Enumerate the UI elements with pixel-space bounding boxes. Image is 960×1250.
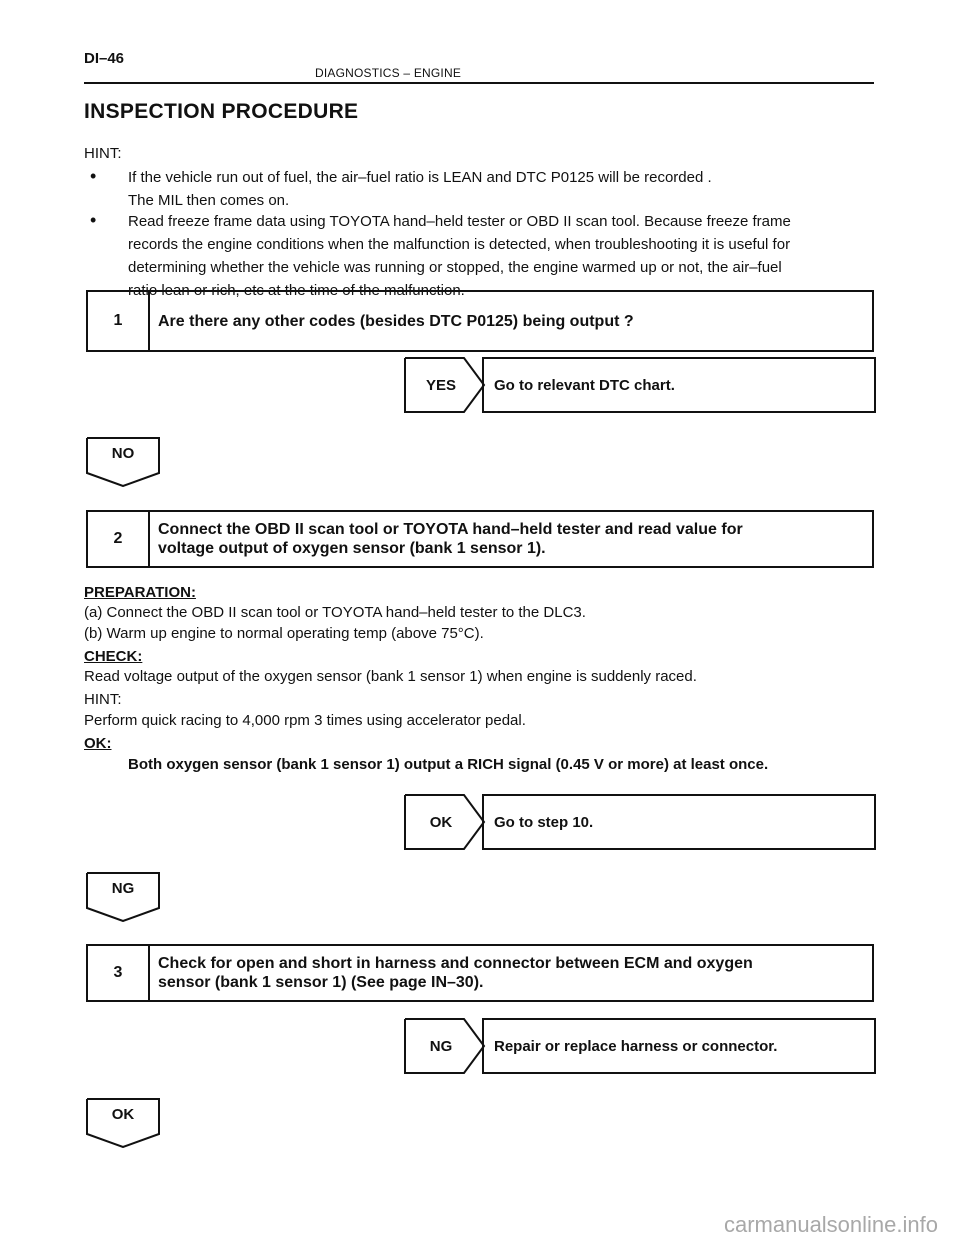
branch-ok (404, 794, 876, 850)
down-tag-ok (86, 1098, 160, 1148)
down-tag-label: OK (111, 1106, 135, 1123)
section-header: DIAGNOSTICS – ENGINE (315, 66, 462, 80)
check-text: Read voltage output of the oxygen sensor (bank 1 sensor 1) when engine is suddenly raced. (84, 668, 697, 685)
branch-ng (404, 1018, 876, 1074)
branch-label: OK (429, 813, 453, 831)
step-question-line: Connect the OBD II scan tool or TOYOTA hand–held tester and read value for (158, 521, 743, 538)
header-rule (84, 82, 874, 84)
step-question-line: voltage output of oxygen sensor (bank 1 sensor 1). (158, 540, 546, 557)
hint-label-2: HINT: (84, 691, 122, 708)
ok-label: OK: (84, 735, 112, 752)
hint-bullet-line: If the vehicle run out of fuel, the air–fuel ratio is LEAN and DTC P0125 will be recorded . (128, 169, 712, 186)
page-title: INSPECTION PROCEDURE (84, 100, 359, 123)
hint-bullet-line: determining whether the vehicle was running or stopped, the engine warmed up or not, the air–fuel (128, 259, 782, 276)
step-question-line: sensor (bank 1 sensor 1) (See page IN–30). (158, 974, 484, 991)
branch-action: Go to relevant DTC chart. (482, 357, 876, 413)
hint-bullet-line: records the engine conditions when the malfunction is detected, when troubleshooting it is useful for (128, 236, 791, 253)
step-question (150, 512, 872, 566)
step-3-box (86, 944, 874, 1002)
ok-criteria: Both oxygen sensor (bank 1 sensor 1) output a RICH signal (0.45 V or more) at least once. (128, 756, 769, 773)
bullet-icon: • (90, 166, 97, 186)
step-number: 3 (88, 946, 150, 1000)
step-1-box (86, 290, 874, 352)
branch-action: Repair or replace harness or connector. (482, 1018, 876, 1074)
hint-text-2: Perform quick racing to 4,000 rpm 3 times using accelerator pedal. (84, 712, 526, 729)
hint-bullet-line: ratio lean or rich, etc at the time of the malfunction. (128, 282, 465, 299)
hint-label: HINT: (84, 145, 122, 162)
branch-yes (404, 357, 876, 413)
watermark: carmanualsonline.info (723, 1212, 938, 1237)
step-question (150, 292, 872, 350)
branch-label: YES (425, 376, 456, 394)
step-question-line: Check for open and short in harness and connector between ECM and oxygen (158, 955, 753, 972)
preparation-step-a: (a) Connect the OBD II scan tool or TOYOTA hand–held tester to the DLC3. (84, 604, 586, 621)
page-code: DI–46 (84, 50, 125, 67)
step-question-line: Are there any other codes (besides DTC P0125) being output ? (158, 312, 634, 330)
down-tag-label: NO (111, 445, 135, 462)
hint-bullet-line: The MIL then comes on. (128, 192, 290, 209)
branch-action: Go to step 10. (482, 794, 876, 850)
preparation-label: PREPARATION: (84, 584, 196, 601)
bullet-icon: • (90, 210, 97, 230)
check-label: CHECK: (84, 648, 143, 665)
step-number: 1 (88, 292, 150, 350)
down-tag-no (86, 437, 160, 487)
step-number: 2 (88, 512, 150, 566)
preparation-step-b: (b) Warm up engine to normal operating temp (above 75°C). (84, 625, 484, 642)
step-question (150, 946, 872, 1000)
step-2-box (86, 510, 874, 568)
branch-label: NG (429, 1037, 453, 1055)
hint-bullet-line: Read freeze frame data using TOYOTA hand–held tester or OBD II scan tool. Because freeze frame (128, 213, 791, 230)
down-tag-label: NG (111, 880, 135, 897)
down-tag-ng (86, 872, 160, 922)
